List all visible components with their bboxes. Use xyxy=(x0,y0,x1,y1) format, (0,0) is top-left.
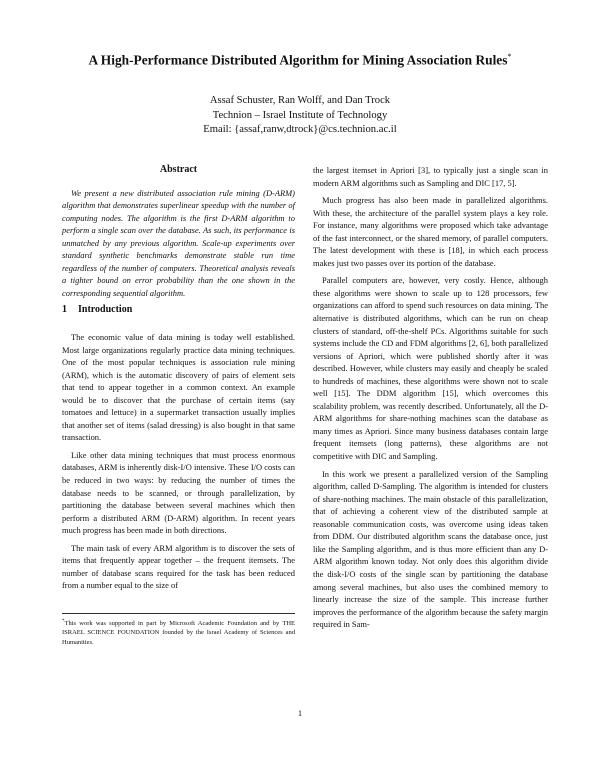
section-title: Introduction xyxy=(78,304,133,316)
abstract-heading: Abstract xyxy=(159,164,198,175)
section-number: 1 xyxy=(62,304,67,316)
title-footnote-marker: * xyxy=(507,52,512,61)
abstract-text: We present a new distributed association rule mining (D-ARM) algorithm that demonstrates superlinear speedup with the number of computing nodes. The algorithm is the first D-ARM algorithm to perform a single scan over the database. As such, its performance is unmatched by any previous algorithm. Scale-up experiments over standard synthetic benchmarks demonstrate stable run time regardless of the number of computers. Theoretical analysis reveals a tighter bound on error probability than the one shown in the corresponding sequential algorithm. xyxy=(62,187,295,298)
intro-paragraph-1: The economic value of data mining is today well established. Most large organizations regularly practice data mining techniques. One of the most popular techniques is association rule mining (ARM), which is the automatic discovery of pairs of element sets that tend to appear together in a common context. An example would be to discover that the purchase of certain items (say tomatoes and lettuce) in a supermarket transaction usually implies that another set of items (salad dressing) is also bought in that same transaction. xyxy=(62,332,295,443)
paper-title xyxy=(0,52,600,68)
footnote xyxy=(62,613,295,647)
footnote-text: This work was supported in part by Microsoft Academic Foundation and by THE ISRAEL SCIENCE FOUNDATION founded by the Israel Academy of Sciences and Humanities. xyxy=(62,620,295,646)
title-text: A High-Performance Distributed Algorithm for Mining Association Rules xyxy=(88,52,508,68)
right-paragraph-3: In this work we present a parallelized version of the Sampling algorithm, called D-Sampling. The algorithm is intended for clusters of share-nothing machines. The main obstacle of this parallelization, that of achieving a coherent view of the distributed sample at reasonable communication costs, was overcome using ideas taken from DDM. Our distributed algorithm scans the database once, just like the Sampling algorithm, and is thus more efficient than any D-ARM algorithm known today. Not only does this algorithm divide the disk-I/O costs of the single scan by partitioning the database among several machines, but also uses the combined memory to linearly increase the size of the sample. This increase further improves the performance of the algorithm because the safety margin required in Sam- xyxy=(313,468,548,630)
left-column xyxy=(62,164,295,597)
footnote-marker: * xyxy=(62,619,65,624)
right-paragraph-1: Much progress has also been made in parallelized algorithms. With these, the architecture of the parallel system plays a key role. For instance, many algorithms were proposed which take advantage of the fast interconnect, or the shared memory, of parallel computers. The latest development with these is [18], in which each process makes just two passes over its portion of the database. xyxy=(313,195,548,268)
intro-paragraph-2: Like other data mining techniques that must process enormous databases, ARM is inherently disk-I/O intensive. These I/O costs can be reduced in two ways: by reducing the number of times the database needs to be scanned, or through parallelization, by partitioning the database between several machines which then perform a distributed ARM (D-ARM) algorithm. In recent years much progress has been made in both directions. xyxy=(62,449,295,536)
affiliation: Technion – Israel Institute of Technology xyxy=(212,109,388,121)
right-column xyxy=(313,164,548,636)
page-number: 1 xyxy=(297,708,303,718)
intro-paragraph-3: The main task of every ARM algorithm is to discover the sets of items that frequently appear together – the frequent itemsets. The number of database scans required for the task has been reduced from a number equal to the size of xyxy=(62,542,295,591)
email: Email: {assaf,ranw,dtrock}@cs.technion.ac.il xyxy=(203,124,397,135)
right-paragraph-2: Parallel computers are, however, very costly. Hence, although these algorithms were shown to scale up to 128 processors, few organizations can afford to spend such resources on data mining. The alternative is distributed algorithms, which can be run on cheap clusters of standard, off-the-shelf PCs. Algorithms suitable for such systems include the CD and FDM algorithms [2, 6], both parallelized versions of Apriori, which were published shortly after it was described. However, while clusters may easily and cheaply be scaled to hundreds of machines, these algorithms were shown not to scale well [15]. The DDM algorithm [15], which overcomes this scalability problem, was recently described. Unfortunately, all the D-ARM algorithms for share-nothing machines scan the database as many times as Apriori. Since many business databases contain large frequent itemsets (long patterns), these algorithms are not competitive with DIC and Sampling. xyxy=(313,275,548,462)
section-heading-introduction xyxy=(62,304,295,317)
continuation-paragraph: the largest itemset in Apriori [3], to typically just a single scan in modern ARM algorithms such as Sampling and DIC [17, 5]. xyxy=(313,165,548,188)
author-block xyxy=(0,94,600,138)
authors: Assaf Schuster, Ran Wolff, and Dan Trock xyxy=(209,95,391,106)
